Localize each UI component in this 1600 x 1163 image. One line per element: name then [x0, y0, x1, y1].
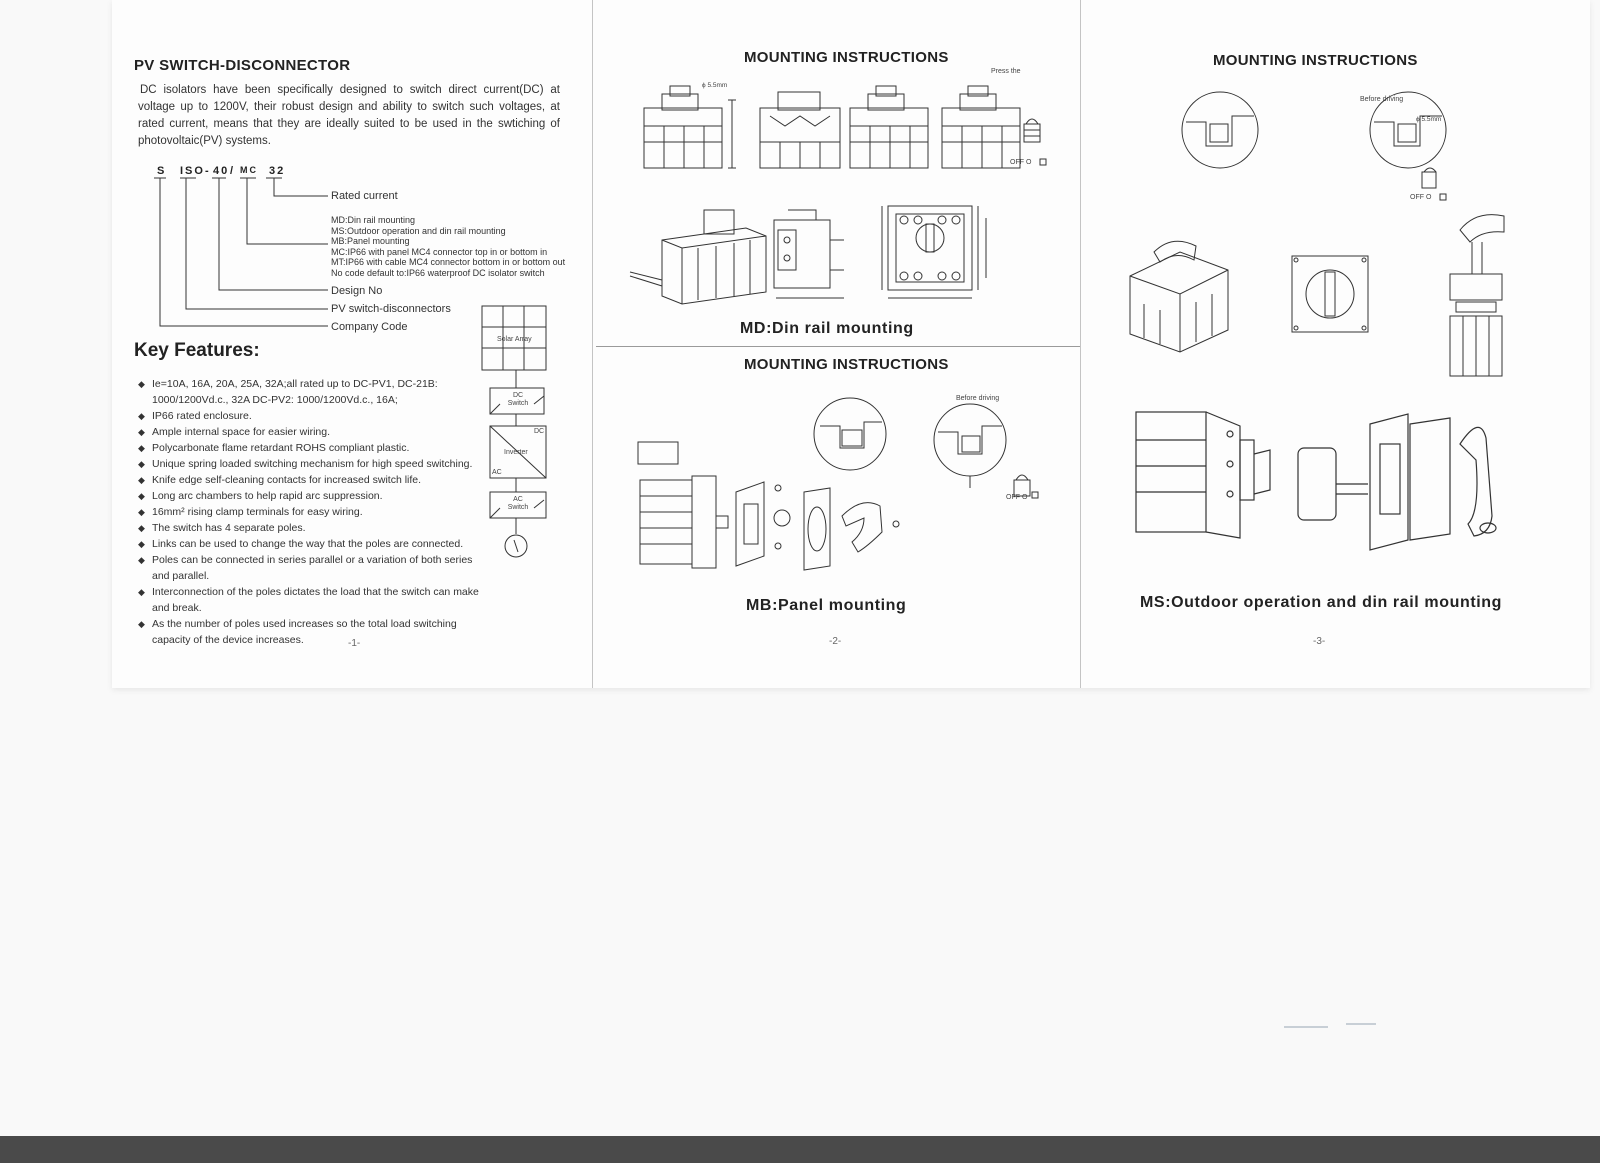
feature-item: ◆ IP66 rated enclosure.	[138, 408, 486, 424]
code-s: S	[157, 165, 167, 177]
key-features-title: Key Features:	[134, 340, 260, 361]
fold-line-right	[1080, 0, 1081, 688]
feature-list	[138, 376, 486, 648]
ms-caption: MS:Outdoor operation and din rail mounting	[1140, 594, 1503, 611]
dimension-label-3: ϕ 5.5mm	[1416, 116, 1442, 123]
feature-item: ◆ Ample internal space for easier wiring.	[138, 424, 486, 440]
off-label-2: OFF O	[1006, 494, 1028, 501]
page2-title-top: MOUNTING INSTRUCTIONS	[744, 49, 949, 66]
mounting-code-line: MT:IP66 with cable MC4 connector bottom in or bottom out	[331, 257, 566, 267]
code-mc: MC	[240, 165, 258, 175]
page3-title: MOUNTING INSTRUCTIONS	[1213, 52, 1418, 69]
md-caption: MD:Din rail mounting	[740, 320, 914, 337]
ac-label: AC	[492, 469, 502, 476]
rated-current-label: Rated current	[331, 190, 398, 202]
code-dash: -	[205, 165, 211, 177]
inverter-label: Inverter	[504, 449, 528, 456]
feature-item: ◆ Knife edge self-cleaning contacts for increased switch life.	[138, 472, 486, 488]
page1-number: -1-	[348, 638, 361, 649]
design-no-label: Design No	[331, 285, 383, 297]
before-driving-label: Before driving	[956, 395, 1000, 402]
feature-item: ◆ The switch has 4 separate poles.	[138, 520, 486, 536]
off-label: OFF O	[1010, 159, 1032, 166]
panel-mount-exploded-view	[632, 396, 1062, 576]
code-leader-lines	[0, 0, 600, 340]
code-num: 40	[213, 165, 230, 177]
feature-item: ◆ Polycarbonate flame retardant ROHS compliant plastic.	[138, 440, 486, 456]
din-switch-front-views	[640, 86, 1060, 176]
dimension-label: ϕ 5.5mm	[702, 82, 728, 89]
mounting-code-line: MS:Outdoor operation and din rail mounting	[331, 225, 506, 236]
mounting-code-line: MC:IP66 with panel MC4 connector top in or bottom in	[331, 246, 548, 257]
ac-switch-label: AC Switch	[507, 496, 529, 511]
page2-divider	[596, 346, 1080, 347]
din-module-drawings	[626, 200, 1026, 310]
page1-title: PV SWITCH-DISCONNECTOR	[134, 57, 351, 74]
feature-item: ◆ Long arc chambers to help rapid arc suppression.	[138, 488, 486, 504]
off-label-3: OFF O	[1410, 194, 1432, 201]
feature-item: ◆ Ie=10A, 16A, 20A, 25A, 32A;all rated up to DC-PV1, DC-21B: 1000/1200Vd.c., 32A DC-PV2: 1000/1200Vd.c., 16A;	[138, 376, 486, 408]
code-iso: ISO	[180, 165, 205, 177]
dc-switch-label: DC Switch	[507, 392, 529, 407]
feature-item: ◆ Poles can be connected in series parallel or a variation of both series and parallel.	[138, 552, 486, 584]
code-current: 32	[269, 165, 286, 177]
feature-item: ◆ 16mm² rising clamp terminals for easy wiring.	[138, 504, 486, 520]
intro-paragraph: DC isolators have been specifically designed to switch direct current(DC) at voltage up to 1200V, their robust design and ability to switch such voltages, at rated current, means that they are ideally suited to be used in the swtiching of photovoltaic(PV) systems.	[138, 84, 560, 147]
page2-title-bottom: MOUNTING INSTRUCTIONS	[744, 356, 949, 373]
mounting-code-line: MB:Panel mounting	[331, 236, 410, 246]
scan-artifact	[1346, 1023, 1376, 1025]
feature-item: ◆ Links can be used to change the way that the poles are connected.	[138, 536, 486, 552]
code-slash: /	[230, 165, 236, 177]
press-the-label: Press the	[991, 68, 1021, 75]
page3-number: -3-	[1313, 636, 1326, 647]
outdoor-switch-exploded-view	[1130, 404, 1530, 554]
solar-array-label: Solar Array	[497, 336, 532, 343]
feature-item: ◆ Unique spring loaded switching mechanism for high speed switching.	[138, 456, 486, 472]
mb-caption: MB:Panel mounting	[746, 597, 907, 614]
dc-label: DC	[534, 428, 545, 435]
before-driving-label-3: Before driving	[1360, 96, 1404, 103]
scan-artifact	[1284, 1026, 1328, 1028]
feature-item: ◆ Interconnection of the poles dictates the load that the switch can make and break.	[138, 584, 486, 616]
feature-item: ◆ As the number of poles used increases so the total load switching capacity of the device increases.	[138, 616, 486, 648]
outdoor-switch-drawings	[1120, 80, 1540, 380]
company-code-label: Company Code	[331, 321, 408, 333]
page2-number: -2-	[829, 636, 842, 647]
mounting-code-line: MD:Din rail mounting	[331, 215, 416, 225]
scanner-bottom-edge	[0, 1136, 1600, 1163]
mounting-code-list	[331, 215, 565, 278]
pv-switch-label: PV switch-disconnectors	[331, 303, 451, 315]
mounting-code-line: No code default to:IP66 waterproof DC isolator switch	[331, 267, 545, 278]
